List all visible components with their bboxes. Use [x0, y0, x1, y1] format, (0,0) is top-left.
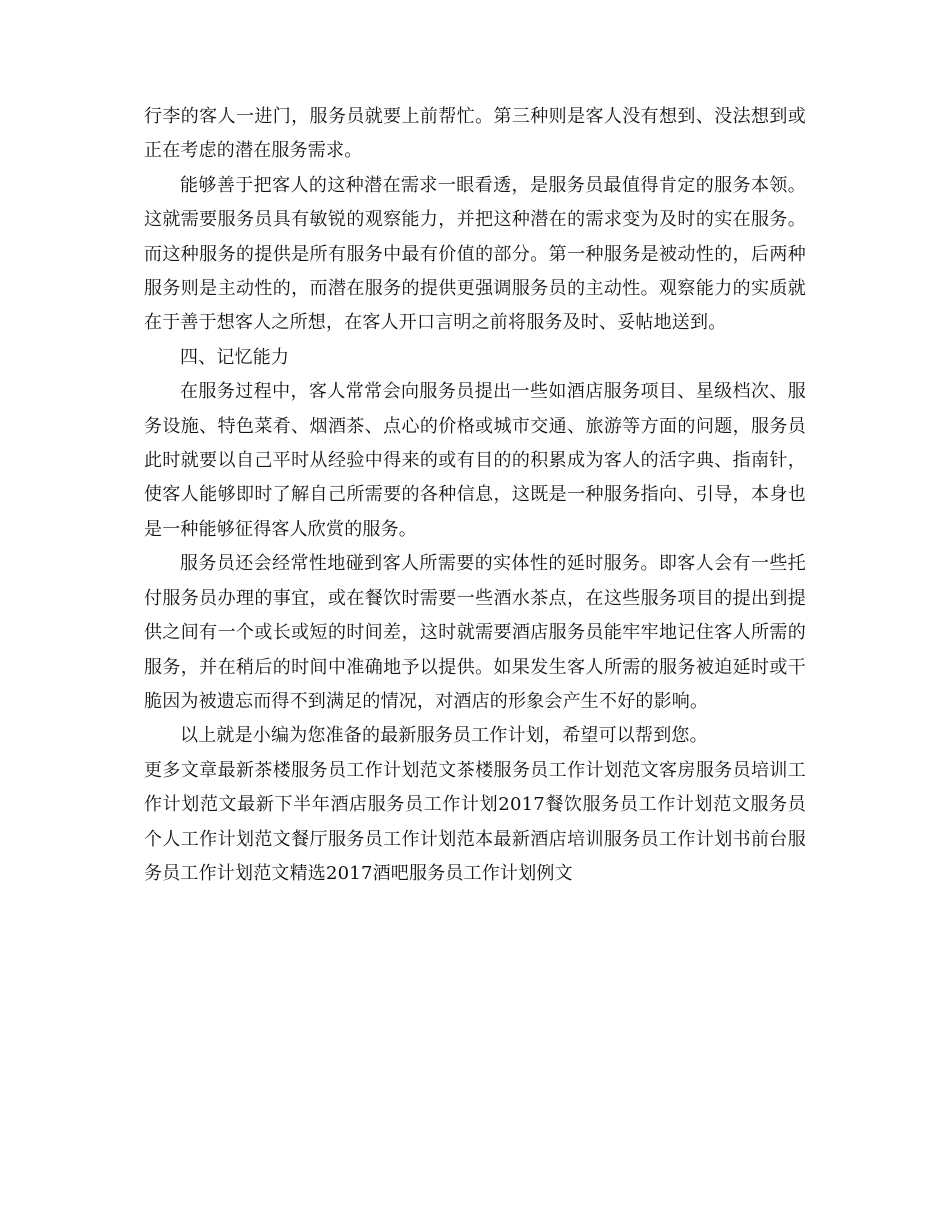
paragraph-continuation: 行李的客人一进门，服务员就要上前帮忙。第三种则是客人没有想到、没法想到或正在考虑的潜在服务需求。	[144, 106, 806, 162]
paragraph-memory-2: 服务员还会经常性地碰到客人所需要的实体性的延时服务。即客人会有一些托付服务员办理的事宜，或在餐饮时需要一些酒水茶点，在这些服务项目的提出到提供之间有一个或长或短的时间差，这时就需要酒店服务员能牢牢地记住客人所需的服务，并在稍后的时间中准确地予以提供。如果发生客人所需的服务被迫延时或干脆因为被遗忘而得不到满足的情况，对酒店的形象会产生不好的影响。	[144, 553, 806, 712]
document-body	[144, 100, 806, 891]
section-heading-memory: 四、记忆能力	[180, 346, 290, 368]
paragraph-observation: 能够善于把客人的这种潜在需求一眼看透，是服务员最值得肯定的服务本领。这就需要服务员具有敏锐的观察能力，并把这种潜在的需求变为及时的实在服务。而这种服务的提供是所有服务中最有价值的部分。第一种服务是被动性的，后两种服务则是主动性的，而潜在服务的提供更强调服务员的主动性。观察能力的实质就在于善于想客人之所想，在客人开口言明之前将服务及时、妥帖地送到。	[144, 174, 806, 334]
paragraph-closing: 以上就是小编为您准备的最新服务员工作计划，希望可以帮到您。	[180, 725, 708, 747]
related-articles: 更多文章最新茶楼服务员工作计划范文茶楼服务员工作计划范文客房服务员培训工作计划范文最新下半年酒店服务员工作计划2017餐饮服务员工作计划范文服务员个人工作计划范文餐厅服务员工作计划范本最新酒店培训服务员工作计划书前台服务员工作计划范文精选2017酒吧服务员工作计划例文	[144, 759, 806, 884]
paragraph-memory-1: 在服务过程中，客人常常会向服务员提出一些如酒店服务项目、星级档次、服务设施、特色菜肴、烟酒茶、点心的价格或城市交通、旅游等方面的问题，服务员此时就要以自己平时从经验中得来的或有目的的积累成为客人的活字典、指南针，使客人能够即时了解自己所需要的各种信息，这既是一种服务指向、引导，本身也是一种能够征得客人欣赏的服务。	[144, 381, 806, 540]
